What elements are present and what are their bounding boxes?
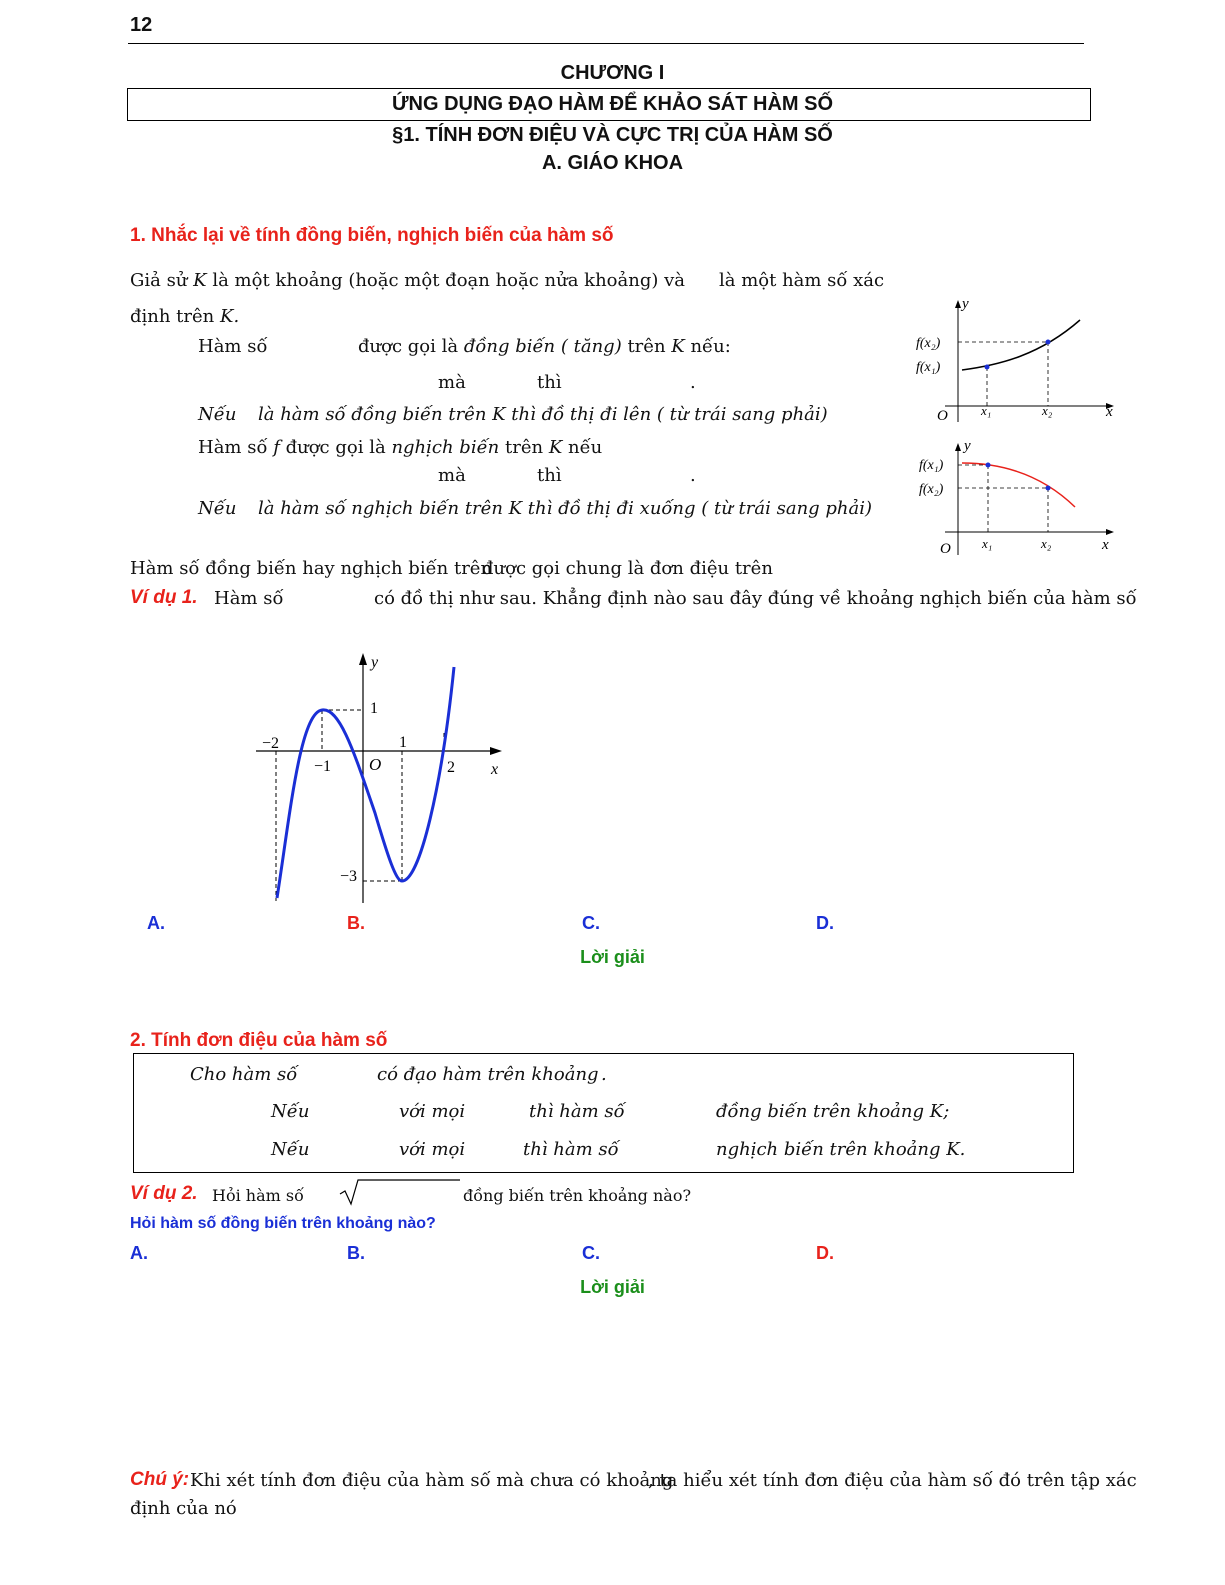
rule2-a: Nếu bbox=[271, 1139, 310, 1160]
y-axis-arrow bbox=[955, 300, 961, 308]
point-x2 bbox=[1046, 340, 1051, 345]
rule1-b: với mọi bbox=[399, 1101, 466, 1122]
example1-graph bbox=[250, 645, 510, 905]
example2-option-a[interactable]: A. bbox=[130, 1243, 148, 1263]
chapter-label: CHƯƠNG I bbox=[560, 62, 665, 84]
inc-def-a: Hàm số bbox=[198, 336, 268, 357]
example1-label: Ví dụ 1. bbox=[130, 587, 198, 608]
part-title: A. GIÁO KHOA bbox=[541, 152, 684, 174]
dec-def-text: được gọi là bbox=[285, 437, 386, 458]
theorem-dot: . bbox=[601, 1064, 607, 1085]
dec-note-b: là hàm số nghịch biến trên K thì đồ thị đi xuống ( từ trái sang phải) bbox=[258, 498, 873, 519]
dec-note-a: Nếu bbox=[198, 498, 237, 519]
intro-text: là một khoảng (hoặc một đoạn hoặc nửa khoảng) và bbox=[212, 270, 686, 291]
inc-cond-thi: thì bbox=[537, 372, 562, 393]
theorem-b: có đạo hàm trên khoảng bbox=[377, 1064, 599, 1085]
inc-def-text: trên bbox=[627, 336, 666, 357]
note-text-a: Khi xét tính đơn điệu của hàm số mà chưa có khoảng bbox=[190, 1470, 674, 1491]
intro-k: K. bbox=[220, 306, 240, 327]
example1-option-c[interactable]: C. bbox=[582, 913, 600, 933]
intro-k: K bbox=[193, 270, 207, 291]
point-x2 bbox=[1046, 486, 1051, 491]
increasing-graph bbox=[900, 290, 1125, 430]
note-text-b: , ta hiểu xét tính đơn điệu của hàm số đó trên tập xác bbox=[648, 1470, 1137, 1491]
section1-heading: 1. Nhắc lại về tính đồng biến, nghịch biến của hàm số bbox=[130, 225, 614, 246]
example1-option-b[interactable]: B. bbox=[347, 913, 365, 933]
rule2-c: thì hàm số bbox=[523, 1139, 619, 1160]
example2-repeat: Hỏi hàm số đồng biến trên khoảng nào? bbox=[130, 1215, 436, 1232]
header-rule bbox=[128, 43, 1084, 44]
example2-label: Ví dụ 2. bbox=[130, 1183, 198, 1204]
theorem-a: Cho hàm số bbox=[190, 1064, 298, 1085]
decreasing-curve bbox=[962, 463, 1075, 507]
point-x1 bbox=[986, 463, 991, 468]
page-number: 12 bbox=[130, 14, 153, 36]
fx2-label: f(x₂) bbox=[919, 482, 944, 497]
inc-note-b: là hàm số đồng biến trên K thì đồ thị đi lên ( từ trái sang phải) bbox=[258, 404, 828, 425]
dec-def-text: trên bbox=[504, 437, 544, 458]
intro-line1 bbox=[130, 270, 685, 291]
inc-cond-dot: . bbox=[690, 372, 696, 393]
y-axis-arrow bbox=[359, 653, 367, 665]
x-label: x bbox=[1102, 537, 1109, 553]
point-x1 bbox=[985, 365, 990, 370]
inc-def-term: đồng biến ( tăng) bbox=[463, 336, 622, 357]
y-axis-arrow bbox=[955, 443, 961, 451]
dec-def-line bbox=[198, 437, 602, 458]
example2-text-b: đồng biến trên khoảng nào? bbox=[463, 1186, 692, 1205]
y-label: y bbox=[964, 438, 971, 454]
dec-def-text: Hàm số bbox=[198, 437, 268, 458]
origin-label: O bbox=[369, 755, 382, 774]
inc-def-line bbox=[358, 336, 731, 357]
sqrt-symbol bbox=[338, 1178, 462, 1206]
x2-label: x₂ bbox=[1041, 536, 1052, 551]
rule1-c: thì hàm số bbox=[529, 1101, 625, 1122]
tick-x-neg1: −1 bbox=[314, 758, 332, 775]
tick-y-neg3: −3 bbox=[340, 868, 358, 885]
section2-heading: 2. Tính đơn điệu của hàm số bbox=[130, 1030, 388, 1051]
x-axis-arrow bbox=[1106, 529, 1114, 535]
intro-line1-end: là một hàm số xác bbox=[719, 270, 885, 291]
chapter-title: ỨNG DỤNG ĐẠO HÀM ĐỂ KHẢO SÁT HÀM SỐ bbox=[391, 93, 834, 115]
summary-b: được gọi chung là đơn điệu trên bbox=[482, 558, 773, 579]
rule1-d: đồng biến trên khoảng K; bbox=[716, 1101, 950, 1122]
dec-cond-dot: . bbox=[690, 465, 696, 486]
x-axis-arrow bbox=[490, 747, 502, 755]
example1-solution: Lời giải bbox=[580, 947, 645, 967]
rule2-b: với mọi bbox=[399, 1139, 466, 1160]
x-label: x bbox=[491, 761, 499, 778]
x2-label: x₂ bbox=[1042, 403, 1053, 418]
example1-option-d[interactable]: D. bbox=[816, 913, 834, 933]
dec-cond-ma: mà bbox=[438, 465, 466, 486]
example1-option-a[interactable]: A. bbox=[147, 913, 165, 933]
intro-text: định trên bbox=[130, 306, 215, 327]
sqrt-radical bbox=[340, 1180, 460, 1204]
inc-cond-ma: mà bbox=[438, 372, 466, 393]
example2-option-b[interactable]: B. bbox=[347, 1243, 365, 1263]
y-label: y bbox=[371, 654, 379, 671]
y-label: y bbox=[962, 296, 969, 312]
dec-def-text: nếu bbox=[568, 437, 603, 458]
dec-def-f: f bbox=[273, 437, 280, 458]
x1-label: x₁ bbox=[981, 403, 992, 418]
tick-y-1: 1 bbox=[370, 700, 378, 717]
note-text-c: định của nó bbox=[130, 1498, 237, 1519]
fx1-label: f(x₁) bbox=[916, 360, 941, 375]
inc-def-text: được gọi là bbox=[358, 336, 459, 357]
tick-x-1: 1 bbox=[399, 734, 407, 751]
origin-label: O bbox=[937, 408, 948, 424]
decreasing-graph bbox=[900, 435, 1125, 560]
origin-label: O bbox=[940, 541, 951, 557]
rule1-a: Nếu bbox=[271, 1101, 310, 1122]
dec-def-k: K bbox=[548, 437, 563, 458]
example1-text-b: có đồ thị như sau. Khẳng định nào sau đây đúng về khoảng nghịch biến của hàm số bbox=[374, 588, 1137, 609]
tick-x-neg2: −2 bbox=[262, 735, 280, 752]
fx1-label: f(x₁) bbox=[919, 458, 944, 473]
tick-x-2: 2 bbox=[447, 759, 455, 776]
example2-option-c[interactable]: C. bbox=[582, 1243, 600, 1263]
example2-text-a: Hỏi hàm số bbox=[212, 1186, 304, 1205]
inc-def-k: K bbox=[671, 336, 685, 357]
example2-solution: Lời giải bbox=[580, 1277, 645, 1297]
intro-text: Giả sử bbox=[130, 270, 188, 291]
note-label: Chú ý: bbox=[130, 1469, 190, 1490]
example2-option-d[interactable]: D. bbox=[816, 1243, 834, 1263]
example1-text-a: Hàm số bbox=[214, 588, 284, 609]
cubic-curve bbox=[277, 667, 454, 898]
inc-note-a: Nếu bbox=[198, 404, 237, 425]
x1-label: x₁ bbox=[982, 536, 993, 551]
x-label: x bbox=[1106, 404, 1113, 420]
section-title: §1. TÍNH ĐƠN ĐIỆU VÀ CỰC TRỊ CỦA HÀM SỐ bbox=[392, 124, 833, 146]
increasing-curve bbox=[962, 320, 1080, 370]
fx2-label: f(x₂) bbox=[916, 336, 941, 351]
rule2-d: nghịch biến trên khoảng K. bbox=[716, 1139, 966, 1160]
dec-cond-thi: thì bbox=[537, 465, 562, 486]
summary-a: Hàm số đồng biến hay nghịch biến trên bbox=[130, 558, 493, 579]
inc-def-text: nếu: bbox=[690, 336, 731, 357]
intro-line2 bbox=[130, 306, 239, 327]
dec-def-term: nghịch biến bbox=[391, 437, 500, 458]
